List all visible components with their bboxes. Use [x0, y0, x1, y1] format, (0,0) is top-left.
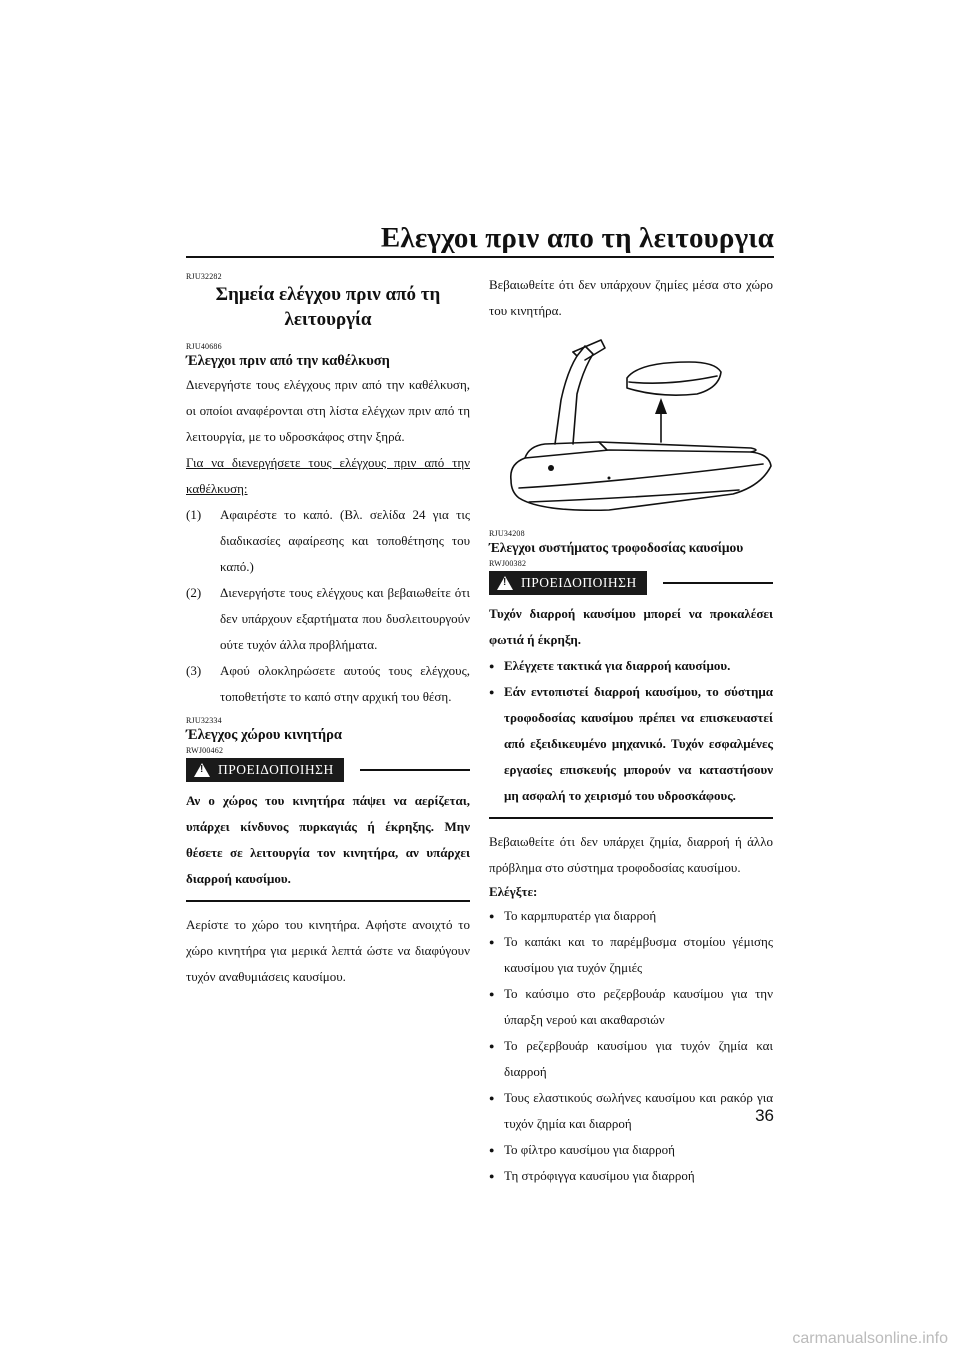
step-item [186, 502, 470, 580]
step-text: Αφού ολοκληρώσετε αυτούς τους ελέγχους, τοποθετήστε το καπό στην αρχική του θέση. [220, 663, 470, 704]
step-number: (3) [186, 663, 202, 678]
up-arrow-icon [655, 398, 667, 414]
check-item: ● Τη στρόφιγγα καυσίμου για διαρροή [489, 1163, 773, 1189]
ref-code: RJU40686 [186, 342, 222, 351]
warning-header [186, 758, 470, 782]
step-item [186, 658, 470, 710]
right-column [489, 272, 773, 1189]
step-number: (1) [186, 507, 202, 522]
check-title: Ελέγξτε: [489, 884, 538, 899]
ref-code: RJU32334 [186, 716, 222, 725]
paragraph: Διενεργήστε τους ελέγχους πριν από την καθέλκυση, οι οποίοι αναφέρονται στη λίστα ελέγχων πριν από τη λειτουργία, με το υδροσκάφος στην ξηρά. [186, 377, 470, 444]
warning-bottom-rule [489, 817, 773, 819]
warning-bullet: ● Εάν εντοπιστεί διαρροή καυσίμου, το σύστημα τροφοδοσίας καυσίμου πρέπει να επισκευαστεί από εξειδικευμένο μηχανικό. Τυχόν εσφαλμένες εργασίες επισκευής μπορούν να καταστήσουν μη ασφαλή το χειρισμό του υδροσκάφους. [489, 679, 773, 809]
step-text: Αφαιρέστε το καπό. (Βλ. σελίδα 24 για τις διαδικασίες αφαίρεσης και τοποθέτησης του καπό.) [220, 507, 470, 574]
check-item: ● Τους ελαστικούς σωλήνες καυσίμου και ρακόρ για τυχόν ζημία και διαρροή [489, 1085, 773, 1137]
warning-rule [360, 769, 470, 771]
warning-bullet-list [489, 653, 773, 809]
header-rule [186, 256, 774, 258]
watercraft-illustration [489, 332, 773, 512]
page-number: 36 [755, 1106, 774, 1125]
ref-code: RJU32282 [186, 272, 222, 281]
subsection-title-engine-compartment: Έλεγχος χώρου κινητήρα [186, 727, 343, 743]
step-list [186, 502, 470, 710]
paragraph: Αερίστε το χώρο του κινητήρα. Αφήστε ανοιχτό το χώρο κινητήρα για μερικά λεπτά ώστε να διαφύγουν τυχόν αναθυμιάσεις καυσίμου. [186, 917, 470, 984]
check-item: ● Το καρμπυρατέρ για διαρροή [489, 903, 773, 929]
warning-rule [663, 582, 773, 584]
watermark: carmanualsonline.info [792, 1330, 948, 1347]
left-column [186, 272, 470, 990]
ref-code: RJU34208 [489, 529, 525, 538]
step-text: Διενεργήστε τους ελέγχους και βεβαιωθείτε ότι δεν υπάρχουν εξαρτήματα που δυσλειτουργούν ούτε τυχόν άλλα προβλήματα. [220, 585, 470, 652]
warning-text: Αν ο χώρος του κινητήρα πάψει να αερίζεται, υπάρχει κίνδυνος πυρκαγιάς ή έκρηξης. Μην θέσετε σε λειτουργία τον κινητήρα, αν υπάρχει διαρροή καυσίμου. [186, 793, 470, 886]
warning-label: ΠΡΟΕΙΔΟΠΟΙΗΣΗ [521, 575, 637, 590]
check-item: ● Το ρεζερβουάρ καυσίμου για τυχόν ζημία και διαρροή [489, 1033, 773, 1085]
warning-badge [489, 571, 647, 595]
section-title: Σημεία ελέγχου πριν από τη λειτουργία [215, 284, 441, 330]
subsection-title-fuel-system: Έλεγχοι συστήματος τροφοδοσίας καυσίμου [489, 540, 744, 555]
warning-triangle-icon [497, 576, 513, 590]
page-header-title: Ελεγχοι πριν απο τη λειτουργια [380, 222, 774, 254]
ref-code: RWJ00462 [186, 746, 224, 755]
step-item [186, 580, 470, 658]
paragraph-underlined [186, 450, 470, 502]
check-list [489, 903, 773, 1189]
paragraph: Βεβαιωθείτε ότι δεν υπάρχουν ζημίες μέσα στο χώρο του κινητήρα. [489, 277, 773, 318]
step-number: (2) [186, 585, 202, 600]
hull-line [519, 464, 763, 488]
warning-bullet: ● Ελέγχετε τακτικά για διαρροή καυσίμου. [489, 653, 773, 679]
warning-label: ΠΡΟΕΙΔΟΠΟΙΗΣΗ [218, 762, 334, 777]
warning-text: Τυχόν διαρροή καυσίμου μπορεί να προκαλέσει φωτιά ή έκρηξη. [489, 606, 773, 647]
check-item: ● Το καύσιμο στο ρεζερβουάρ καυσίμου για την ύπαρξη νερού και ακαθαρσιών [489, 981, 773, 1033]
paragraph: Βεβαιωθείτε ότι δεν υπάρχει ζημία, διαρροή ή άλλο πρόβλημα στο σύστημα τροφοδοσίας καυσίμου. [489, 834, 773, 875]
warning-triangle-icon [194, 763, 210, 777]
ref-code: RWJ00382 [489, 559, 527, 568]
check-item: ● Το φίλτρο καυσίμου για διαρροή [489, 1137, 773, 1163]
warning-badge [186, 758, 344, 782]
underlined-text: Για να διενεργήσετε τους ελέγχους πριν από την καθέλκυση: [186, 455, 470, 496]
check-item: ● Το καπάκι και το παρέμβυσμα στομίου γέμισης καυσίμου για τυχόν ζημιές [489, 929, 773, 981]
subsection-title-pre-launch: Έλεγχοι πριν από την καθέλκυση [186, 353, 390, 369]
warning-header [489, 571, 773, 595]
warning-bottom-rule [186, 900, 470, 902]
